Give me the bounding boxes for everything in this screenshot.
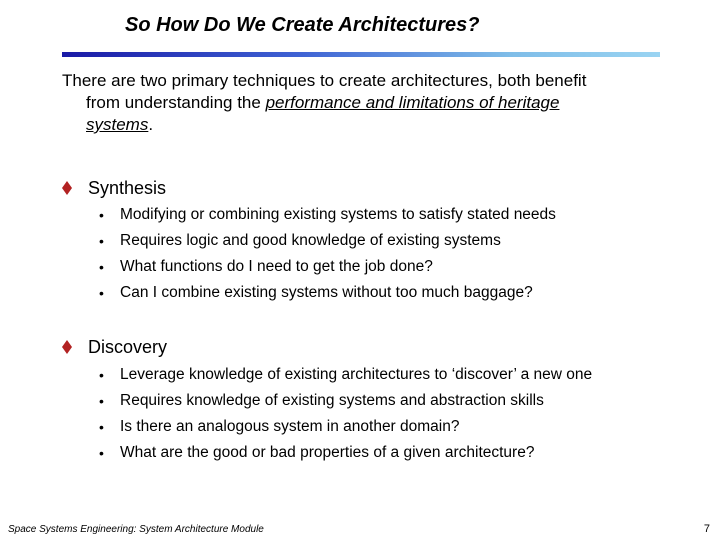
discovery-bullet-list bbox=[62, 362, 592, 466]
bullet-dot-icon: • bbox=[99, 445, 104, 461]
section-label-synthesis: Synthesis bbox=[88, 177, 167, 198]
list-item bbox=[62, 228, 556, 254]
list-item bbox=[62, 280, 556, 306]
page-number: 7 bbox=[703, 523, 710, 535]
list-item bbox=[62, 414, 592, 440]
intro-emphasis-end: systems bbox=[86, 115, 149, 134]
section-heading bbox=[62, 335, 592, 359]
title-rule bbox=[62, 52, 660, 57]
intro-emphasis: performance and limitations of heritage bbox=[265, 93, 560, 112]
bullet-dot-icon: • bbox=[99, 393, 104, 409]
list-item-text: Leverage knowledge of existing architectures to ‘discover’ a new one bbox=[120, 366, 593, 383]
section-discovery bbox=[62, 335, 592, 466]
intro-line-2-prefix: from understanding the bbox=[86, 93, 266, 112]
list-item-text: Requires logic and good knowledge of existing systems bbox=[120, 232, 501, 249]
list-item bbox=[62, 202, 556, 228]
list-item-text: Requires knowledge of existing systems and abstraction skills bbox=[120, 392, 544, 409]
list-item-text: Can I combine existing systems without too much baggage? bbox=[120, 284, 533, 301]
bullet-dot-icon: • bbox=[99, 207, 104, 223]
slide-title: So How Do We Create Architectures? bbox=[125, 14, 480, 36]
section-heading bbox=[62, 176, 556, 200]
list-item bbox=[62, 440, 592, 466]
intro-line-2 bbox=[62, 92, 692, 114]
list-item-text: What functions do I need to get the job done? bbox=[120, 258, 433, 275]
list-item bbox=[62, 388, 592, 414]
footer-course-title: Space Systems Engineering: System Architecture Module bbox=[8, 524, 264, 535]
intro-line-3 bbox=[62, 114, 692, 136]
intro-line-1: There are two primary techniques to create architectures, both benefit bbox=[62, 71, 587, 90]
list-item-text: Modifying or combining existing systems to satisfy stated needs bbox=[120, 206, 556, 223]
list-item bbox=[62, 254, 556, 280]
section-synthesis bbox=[62, 176, 556, 306]
intro-paragraph bbox=[62, 70, 692, 136]
section-label-discovery: Discovery bbox=[88, 336, 168, 357]
bullet-dot-icon: • bbox=[99, 259, 104, 275]
bullet-dot-icon: • bbox=[99, 367, 104, 383]
list-item bbox=[62, 362, 592, 388]
bullet-dot-icon: • bbox=[99, 419, 104, 435]
diamond-bullet-icon bbox=[62, 340, 80, 354]
bullet-dot-icon: • bbox=[99, 285, 104, 301]
diamond-bullet-icon bbox=[62, 181, 80, 195]
list-item-text: What are the good or bad properties of a given architecture? bbox=[120, 444, 535, 461]
list-item-text: Is there an analogous system in another domain? bbox=[120, 418, 460, 435]
intro-line-3-suffix: . bbox=[148, 115, 154, 134]
synthesis-bullet-list bbox=[62, 202, 556, 306]
bullet-dot-icon: • bbox=[99, 233, 104, 249]
